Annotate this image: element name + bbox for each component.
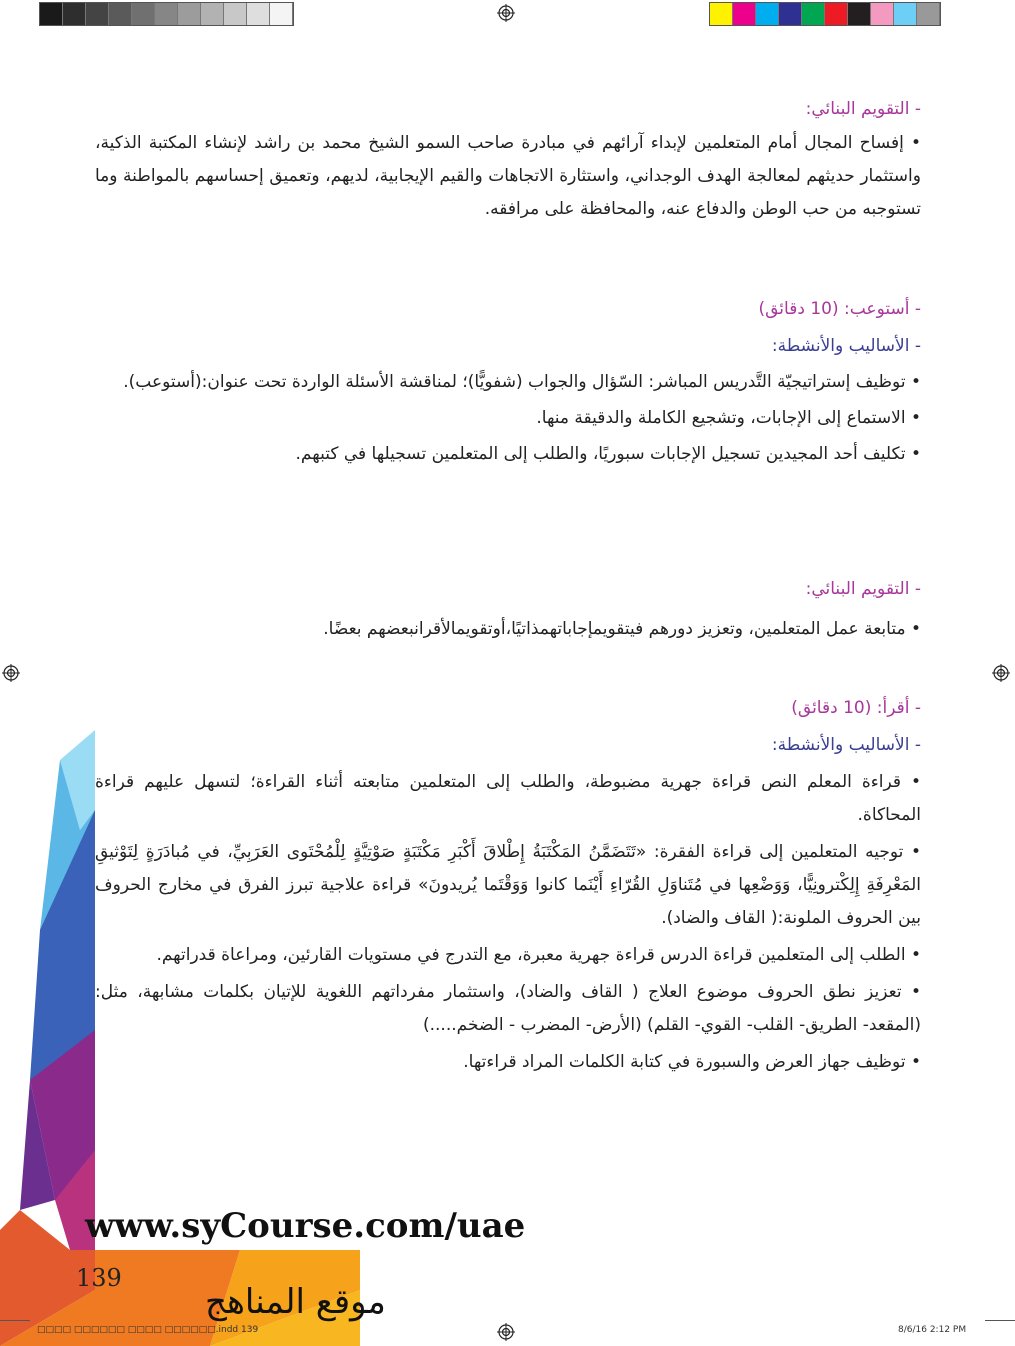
cmyk-color-strip — [709, 2, 941, 26]
color-swatch — [710, 3, 733, 25]
section-heading: - التقويم البنائي: — [805, 579, 921, 599]
registration-mark-icon — [992, 664, 1010, 682]
color-swatch — [802, 3, 825, 25]
bullet-paragraph: • توجيه المتعلمين إلى قراءة الفقرة: «تَتَضَمَّنُ المَكْتَبَةُ إِطْلاقَ أَكْبَرِ مَكْتَبَةٍ صَوْتِيَّةٍ لِلْمُحْتَوى العَرَبِيِّ، في مُبادَرَةٍ لِتَوْثيقِ المَعْرِفَةِ إِلِكْترونِيًّا، وَوَضْعِها في مُتَناوَلِ القُرّاءِ أَيْنَما كانوا وَوَقْتَما يُريدونَ» قراءة علاجية تبرز الفرق في مخارج الحروف بين الحروف الملونة:( القاف والضاد). — [95, 842, 921, 928]
crop-mark — [0, 1320, 30, 1321]
color-swatch — [779, 3, 802, 25]
registration-mark-icon — [497, 4, 515, 22]
bullet-paragraph: • توظيف إستراتيجيّة التَّدريس المباشر: السّؤال والجواب (شفويًّا)؛ لمناقشة الأسئلة الواردة تحت عنوان:(أستوعب). — [123, 372, 921, 392]
color-swatch — [63, 3, 86, 25]
color-swatch — [894, 3, 917, 25]
color-swatch — [86, 3, 109, 25]
color-swatch — [224, 3, 247, 25]
bullet-paragraph: • توظيف جهاز العرض والسبورة في كتابة الكلمات المراد قراءتها. — [463, 1052, 921, 1072]
color-swatch — [247, 3, 270, 25]
gray-color-strip — [39, 2, 294, 26]
bullet-paragraph: • إفساح المجال أمام المتعلمين لإبداء آرائهم في مبادرة صاحب السمو الشيخ محمد بن راشد لإنشاء المكتبة الذكية، واستثمار حديثهم لمعالجة الهدف الوجداني، واستثارة الاتجاهات والقيم الإيجابية، لديهم، وتعميق إحساسهم بالمواطنة وما تستوجبه من حب الوطن والدفاع عنه، والمحافظة على مرافقه. — [95, 133, 921, 219]
color-swatch — [270, 3, 293, 25]
bullet-paragraph: • قراءة المعلم النص قراءة جهرية مضبوطة، والطلب إلى المتعلمين متابعته أثناء القراءة؛ لتسهل عليهم قراءة المحاكاة. — [95, 772, 921, 825]
section-heading: - أستوعب: (10 دقائق) — [758, 299, 921, 319]
color-swatch — [756, 3, 779, 25]
bullet-paragraph: • متابعة عمل المتعلمين، وتعزيز دورهم فيتقويمإجاباتهمذاتيًا،أوتقويمالأقرانبعضهم بعضًا. — [323, 619, 921, 639]
section-subheading: - الأساليب والأنشطة: — [771, 336, 921, 356]
page-number: 139 — [76, 1264, 122, 1292]
bullet-paragraph: • الاستماع إلى الإجابات، وتشجيع الكاملة والدقيقة منها. — [536, 408, 921, 428]
section-read — [95, 692, 921, 1079]
color-swatch — [132, 3, 155, 25]
color-swatch — [201, 3, 224, 25]
registration-mark-icon — [497, 1323, 515, 1341]
color-swatch — [109, 3, 132, 25]
file-slug: □□□□ □□□□□□ □□□□ □□□□□□.indd 139 — [37, 1325, 259, 1335]
section-subheading: - الأساليب والأنشطة: — [771, 735, 921, 755]
crop-mark — [985, 1320, 1015, 1321]
color-swatch — [733, 3, 756, 25]
section-heading: - التقويم البنائي: — [805, 99, 921, 119]
section-formative-assessment-1 — [95, 93, 921, 226]
date-slug: 8/6/16 2:12 PM — [898, 1325, 967, 1335]
color-swatch — [848, 3, 871, 25]
section-comprehend — [95, 293, 921, 471]
site-url-watermark: www.syCourse.com/uae — [85, 1206, 526, 1246]
bullet-paragraph: • تعزيز نطق الحروف موضوع العلاج ( القاف والضاد)، واستثمار مفرداتهم اللغوية للإتيان بكلمات مشابهة، مثل: (المقعد- الطريق- القلب- القوي- القلم) (الأرض- المضرب - الضخم.....) — [95, 982, 921, 1035]
section-heading: - أقرأ: (10 دقائق) — [791, 698, 921, 718]
color-swatch — [40, 3, 63, 25]
bullet-paragraph: • الطلب إلى المتعلمين قراءة الدرس قراءة جهرية معبرة، مع التدرج في مستويات القارئين، ومراعاة قدراتهم. — [156, 945, 921, 965]
section-formative-assessment-2 — [95, 573, 921, 646]
color-swatch — [178, 3, 201, 25]
site-name-watermark: موقع المناهج — [205, 1282, 386, 1322]
color-swatch — [917, 3, 940, 25]
color-swatch — [825, 3, 848, 25]
bullet-paragraph: • تكليف أحد المجيدين تسجيل الإجابات سبوريًا، والطلب إلى المتعلمين تسجيلها في كتبهم. — [295, 444, 921, 464]
color-swatch — [155, 3, 178, 25]
color-swatch — [871, 3, 894, 25]
registration-mark-icon — [2, 664, 20, 682]
